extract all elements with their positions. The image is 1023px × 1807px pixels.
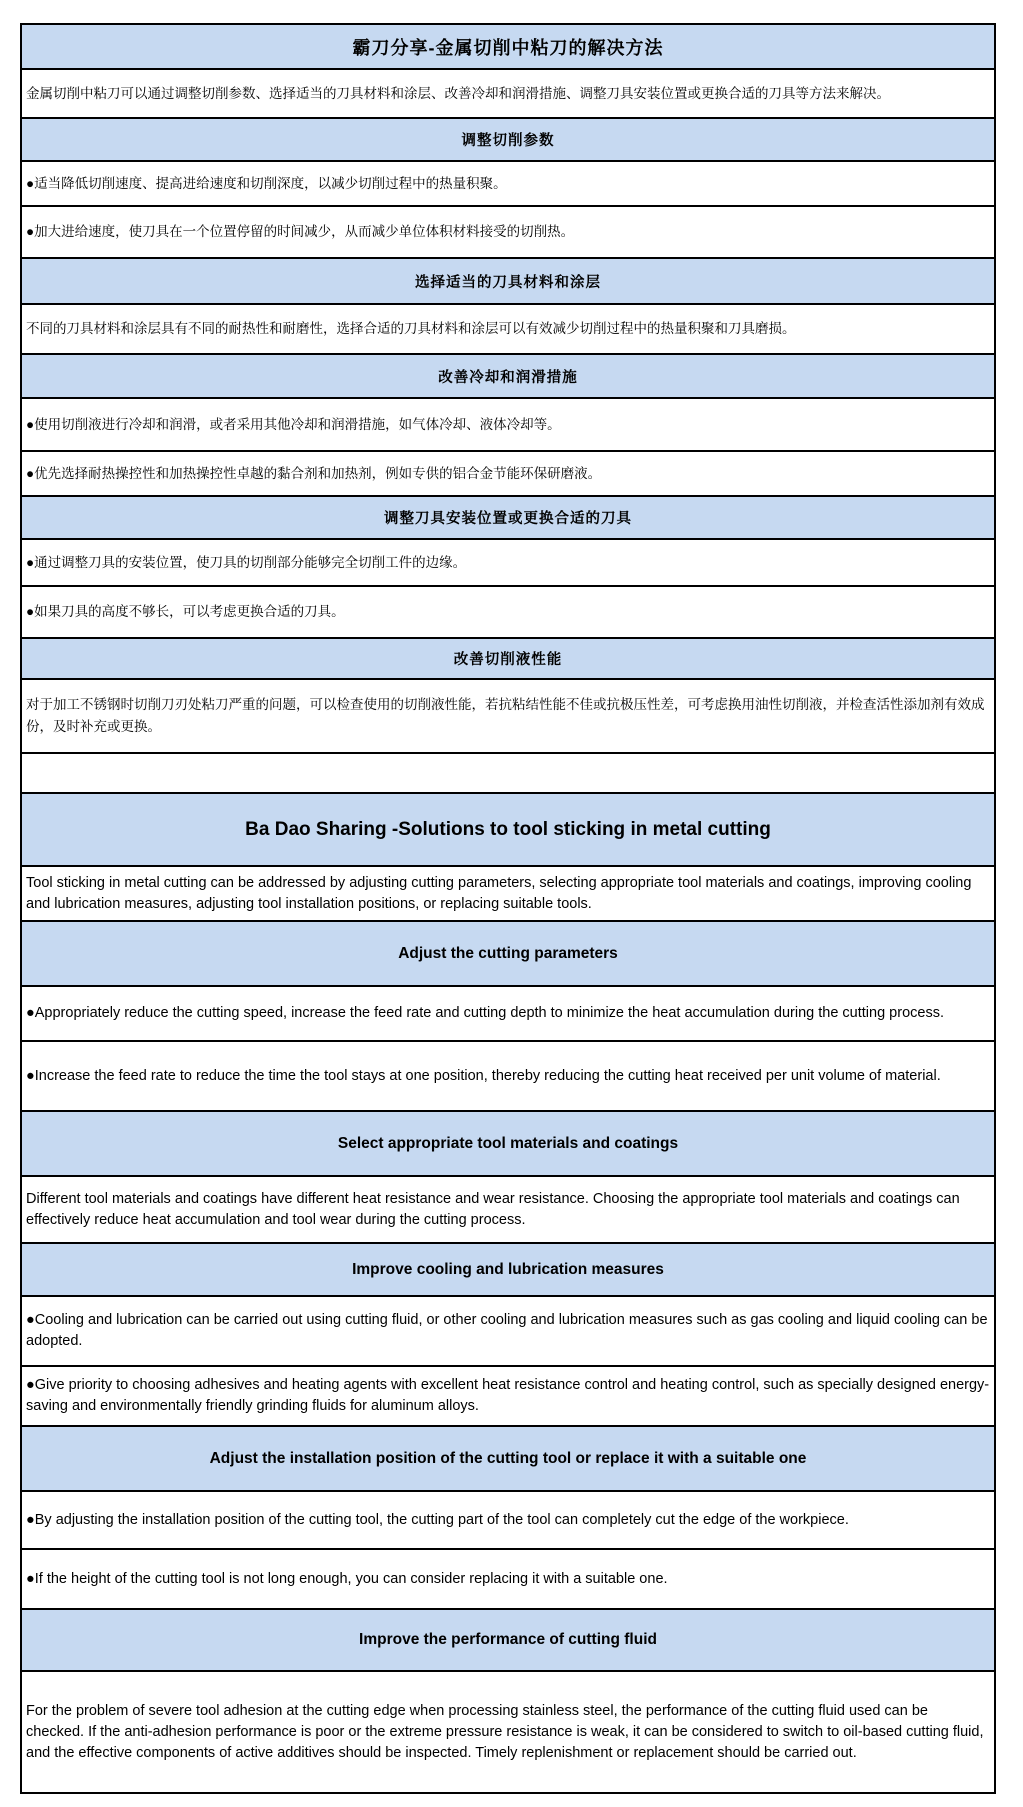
table-title-text: Ba Dao Sharing -Solutions to tool sticking in metal cutting bbox=[245, 818, 771, 840]
content-text: ●如果刀具的高度不够长，可以考虑更换合适的刀具。 bbox=[26, 604, 345, 619]
content-row bbox=[22, 305, 994, 355]
section-header-text: 改善冷却和润滑措施 bbox=[438, 369, 578, 386]
content-text: ●By adjusting the installation position of the cutting tool, the cutting part of the tool can completely cut the edge of the workpiece. bbox=[26, 1511, 849, 1528]
section-header-text: 调整刀具安装位置或更换合适的刀具 bbox=[384, 511, 632, 527]
content-text: ●适当降低切削速度、提高进给速度和切削深度，以减少切削过程中的热量积聚。 bbox=[26, 175, 507, 191]
section-header-text: Select appropriate tool materials and coatings bbox=[337, 1134, 679, 1152]
solution-table bbox=[20, 23, 996, 1794]
content-row bbox=[22, 399, 994, 452]
table-title-text: 霸刀分享-金属切削中粘刀的解决方法 bbox=[352, 37, 664, 58]
content-text: For the problem of severe tool adhesion at the cutting edge when processing stainless steel, the performance of the cutting fluid used can be checked. If the anti-adhesion performance is poor or the extreme pressure resistance is weak, it can be considered to switch to oil-based cutting fluid, and the effective components of active additives should be inspected. Timely replenishment or replacement should be carried out. bbox=[26, 1702, 984, 1761]
section-header-row bbox=[22, 922, 994, 987]
content-text: ●Appropriately reduce the cutting speed, increase the feed rate and cutting depth to minimize the heat accumulation during the cutting process. bbox=[26, 1005, 944, 1021]
content-row bbox=[22, 1042, 994, 1112]
content-text: ●使用切削液进行冷却和润滑，或者采用其他冷却和润滑措施，如气体冷却、液体冷却等。 bbox=[26, 416, 561, 432]
section-header-text: Adjust the installation position of the cutting tool or replace it with a suitable one bbox=[209, 1449, 807, 1467]
content-row bbox=[22, 1550, 994, 1610]
content-row bbox=[22, 207, 994, 259]
section-header-text: 调整切削参数 bbox=[461, 133, 555, 149]
content-row bbox=[22, 1492, 994, 1550]
empty-row bbox=[22, 754, 994, 794]
table-title-row bbox=[22, 25, 994, 70]
content-row bbox=[22, 452, 994, 497]
section-header-text: 选择适当的刀具材料和涂层 bbox=[415, 274, 601, 291]
section-header-row bbox=[22, 119, 994, 162]
content-row bbox=[22, 1367, 994, 1427]
section-header-row bbox=[22, 1610, 994, 1672]
section-header-row bbox=[22, 355, 994, 399]
content-row bbox=[22, 1297, 994, 1367]
content-text: 不同的刀具材料和涂层具有不同的耐热性和耐磨性，选择合适的刀具材料和涂层可以有效减少切削过程中的热量积聚和刀具磨损。 bbox=[26, 321, 796, 336]
section-header-text: Improve cooling and lubrication measures bbox=[352, 1260, 664, 1278]
content-text: ●Give priority to choosing adhesives and heating agents with excellent heat resistance control and heating control, such as specially designed energy-saving and environmentally friendly grinding fluids for aluminum alloys. bbox=[26, 1377, 990, 1414]
content-text: ●通过调整刀具的安装位置，使刀具的切削部分能够完全切削工件的边缘。 bbox=[26, 554, 467, 570]
content-row bbox=[22, 680, 994, 754]
content-text: Tool sticking in metal cutting can be addressed by adjusting cutting parameters, selecting appropriate tool materials and coatings, improving cooling and lubrication measures, adjusting tool installation positions, or replacing suitable tools. bbox=[26, 874, 972, 912]
content-text: 对于加工不锈钢时切削刀刃处粘刀严重的问题，可以检查使用的切削液性能，若抗粘结性能不佳或抗极压性差，可考虑换用油性切削液，并检查活性添加剂有效成份，及时补充或更换。 bbox=[26, 697, 985, 734]
section-header-row bbox=[22, 259, 994, 305]
content-text: Different tool materials and coatings have different heat resistance and wear resistance. Choosing the appropriate tool materials and coatings can effectively reduce heat accumulation and tool wear during the cutting process. bbox=[26, 1190, 960, 1228]
section-header-row bbox=[22, 1427, 994, 1492]
content-row bbox=[22, 540, 994, 587]
section-header-text: 改善切削液性能 bbox=[453, 652, 563, 668]
content-row bbox=[22, 1177, 994, 1244]
content-row bbox=[22, 70, 994, 119]
content-row bbox=[22, 1672, 994, 1792]
section-header-row bbox=[22, 1112, 994, 1177]
section-header-row bbox=[22, 639, 994, 680]
content-row bbox=[22, 987, 994, 1042]
content-text: ●Increase the feed rate to reduce the time the tool stays at one position, thereby reducing the cutting heat received per unit volume of material. bbox=[26, 1067, 941, 1084]
content-row bbox=[22, 162, 994, 207]
content-text: 金属切削中粘刀可以通过调整切削参数、选择适当的刀具材料和涂层、改善冷却和润滑措施、调整刀具安装位置或更换合适的刀具等方法来解决。 bbox=[26, 85, 890, 101]
section-header-text: Improve the performance of cutting fluid bbox=[359, 1631, 657, 1648]
content-text: ●Cooling and lubrication can be carried out using cutting fluid, or other cooling and lubrication measures such as gas cooling and liquid cooling can be adopted. bbox=[26, 1312, 988, 1349]
content-text: ●加大进给速度，使刀具在一个位置停留的时间减少，从而减少单位体积材料接受的切削热。 bbox=[26, 224, 575, 239]
table-title-row bbox=[22, 794, 994, 867]
section-header-row bbox=[22, 497, 994, 540]
content-row bbox=[22, 587, 994, 639]
section-header-row bbox=[22, 1244, 994, 1297]
section-header-text: Adjust the cutting parameters bbox=[398, 944, 618, 962]
content-row bbox=[22, 867, 994, 922]
content-text: ●优先选择耐热操控性和加热操控性卓越的黏合剂和加热剂，例如专供的铝合金节能环保研磨液。 bbox=[26, 465, 602, 481]
content-text: ●If the height of the cutting tool is not long enough, you can consider replacing it with a suitable one. bbox=[26, 1570, 668, 1587]
